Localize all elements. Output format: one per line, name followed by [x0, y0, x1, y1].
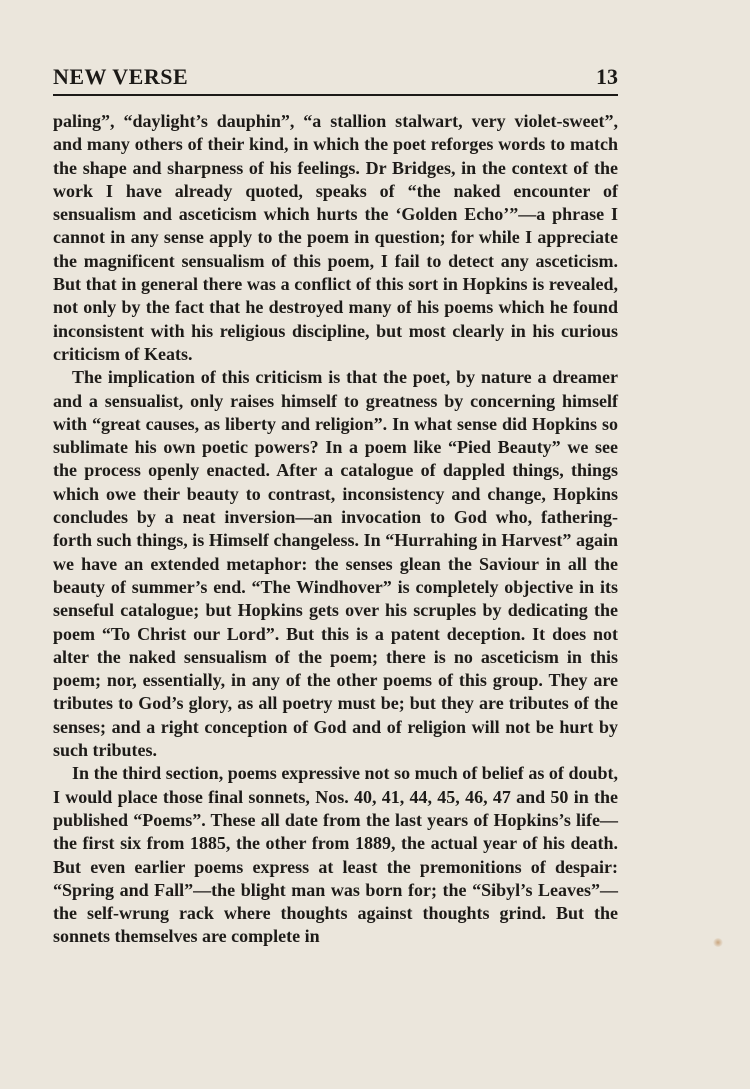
paragraph-criticism: The implication of this criticism is that the poet, by nature a dreamer and a sensualist, only raises himself to greatness by concerning himself with “great causes, as liberty and religion”. In what sense did Hopkins so sublimate his own poetic powers? In a poem like “Pied Beauty” we see the process openly enacted. After a catalogue of dappled things, things which owe their beauty to contrast, inconsistency and change, Hopkins concludes by a neat inversion—an invocation to God who, fathering-forth such things, is Himself changeless. In “Hurrahing in Harvest” again we have an extended metaphor: the senses glean the Saviour in all the beauty of summer’s end. “The Windhover” is completely objective in its senseful catalogue; but Hopkins gets over his scruples by dedicating the poem “To Christ our Lord”. But this is a patent deception. It does not alter the naked sensualism of the poem; there is no asceticism in this poem; nor, essentially, in any of the other poems of this group. They are tributes to God’s glory, as all poetry must be; but they are tributes of the senses; and a right conception of God and of religion will not be hurt by such tributes. [53, 367, 618, 761]
paper-stain [713, 938, 723, 947]
running-header [53, 64, 618, 96]
page-number: 13 [596, 64, 618, 89]
body-text [53, 110, 618, 949]
journal-title: NEW VERSE [53, 64, 189, 89]
paragraph-continued: paling”, “daylight’s dauphin”, “a stallion stalwart, very violet-sweet”, and many others of their kind, in which the poet reforges words to match the shape and sharpness of his feelings. Dr Bridges, in the context of the work I have already quoted, speaks of “the naked encounter of sensualism and asceticism which hurts the ‘Golden Echo’”—a phrase I cannot in any sense apply to the poem in question; for while I appreciate the magnificent sensualism of this poem, I fail to detect any asceticism. But that in general there was a conflict of this sort in Hopkins is revealed, not only by the fact that he destroyed many of his poems which he found inconsistent with his religious discipline, but most clearly in his curious criticism of Keats. [53, 111, 618, 364]
paragraph-third-section: In the third section, poems expressive not so much of belief as of doubt, I would place those final sonnets, Nos. 40, 41, 44, 45, 46, 47 and 50 in the published “Poems”. These all date from the last years of Hopkins’s life—the first six from 1885, the other from 1889, the actual year of his death. But even earlier poems express at least the premonitions of despair: “Spring and Fall”—the blight man was born for; the “Sibyl’s Leaves”—the self-wrung rack where thoughts against thoughts grind. But the sonnets themselves are complete in [53, 763, 618, 947]
